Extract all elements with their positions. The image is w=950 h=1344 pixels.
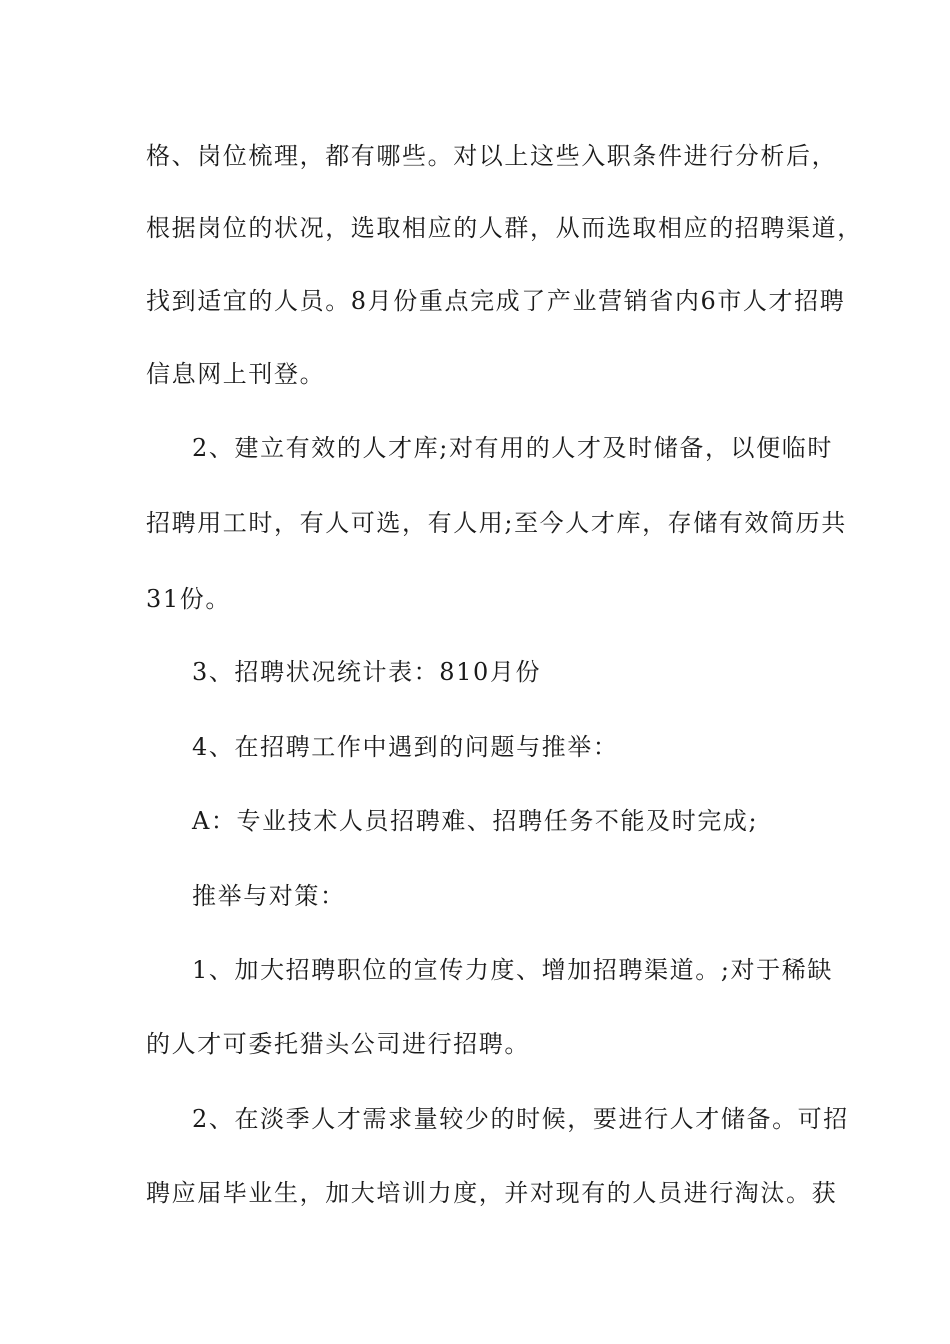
paragraph-line: 招聘用工时，有人可选，有人用;至今人才库，存储有效简历共 xyxy=(146,509,847,537)
paragraph-line: 4、在招聘工作中遇到的问题与推举： xyxy=(192,733,619,761)
paragraph-line: 3、招聘状况统计表：810月份 xyxy=(192,658,542,686)
paragraph-line: 信息网上刊登。 xyxy=(146,360,326,388)
paragraph-line: 聘应届毕业生，加大培训力度，并对现有的人员进行淘汰。获 xyxy=(146,1179,838,1207)
paragraph-line: 2、在淡季人才需求量较少的时候，要进行人才储备。可招 xyxy=(192,1105,849,1133)
paragraph-line: 找到适宜的人员。8月份重点完成了产业营销省内6市人才招聘 xyxy=(146,287,846,315)
paragraph-line: 31份。 xyxy=(146,585,231,613)
paragraph-line: 1、加大招聘职位的宣传力度、增加招聘渠道。;对于稀缺 xyxy=(192,956,833,984)
paragraph-line: A：专业技术人员招聘难、招聘任务不能及时完成; xyxy=(192,807,759,835)
paragraph-line: 根据岗位的状况，选取相应的人群，从而选取相应的招聘渠道， xyxy=(146,214,863,242)
paragraph-line: 格、岗位梳理，都有哪些。对以上这些入职条件进行分析后， xyxy=(146,142,838,170)
paragraph-line: 的人才可委托猎头公司进行招聘。 xyxy=(146,1030,530,1058)
paragraph-line: 2、建立有效的人才库;对有用的人才及时储备，以便临时 xyxy=(192,434,833,462)
paragraph-line: 推举与对策： xyxy=(192,882,346,910)
